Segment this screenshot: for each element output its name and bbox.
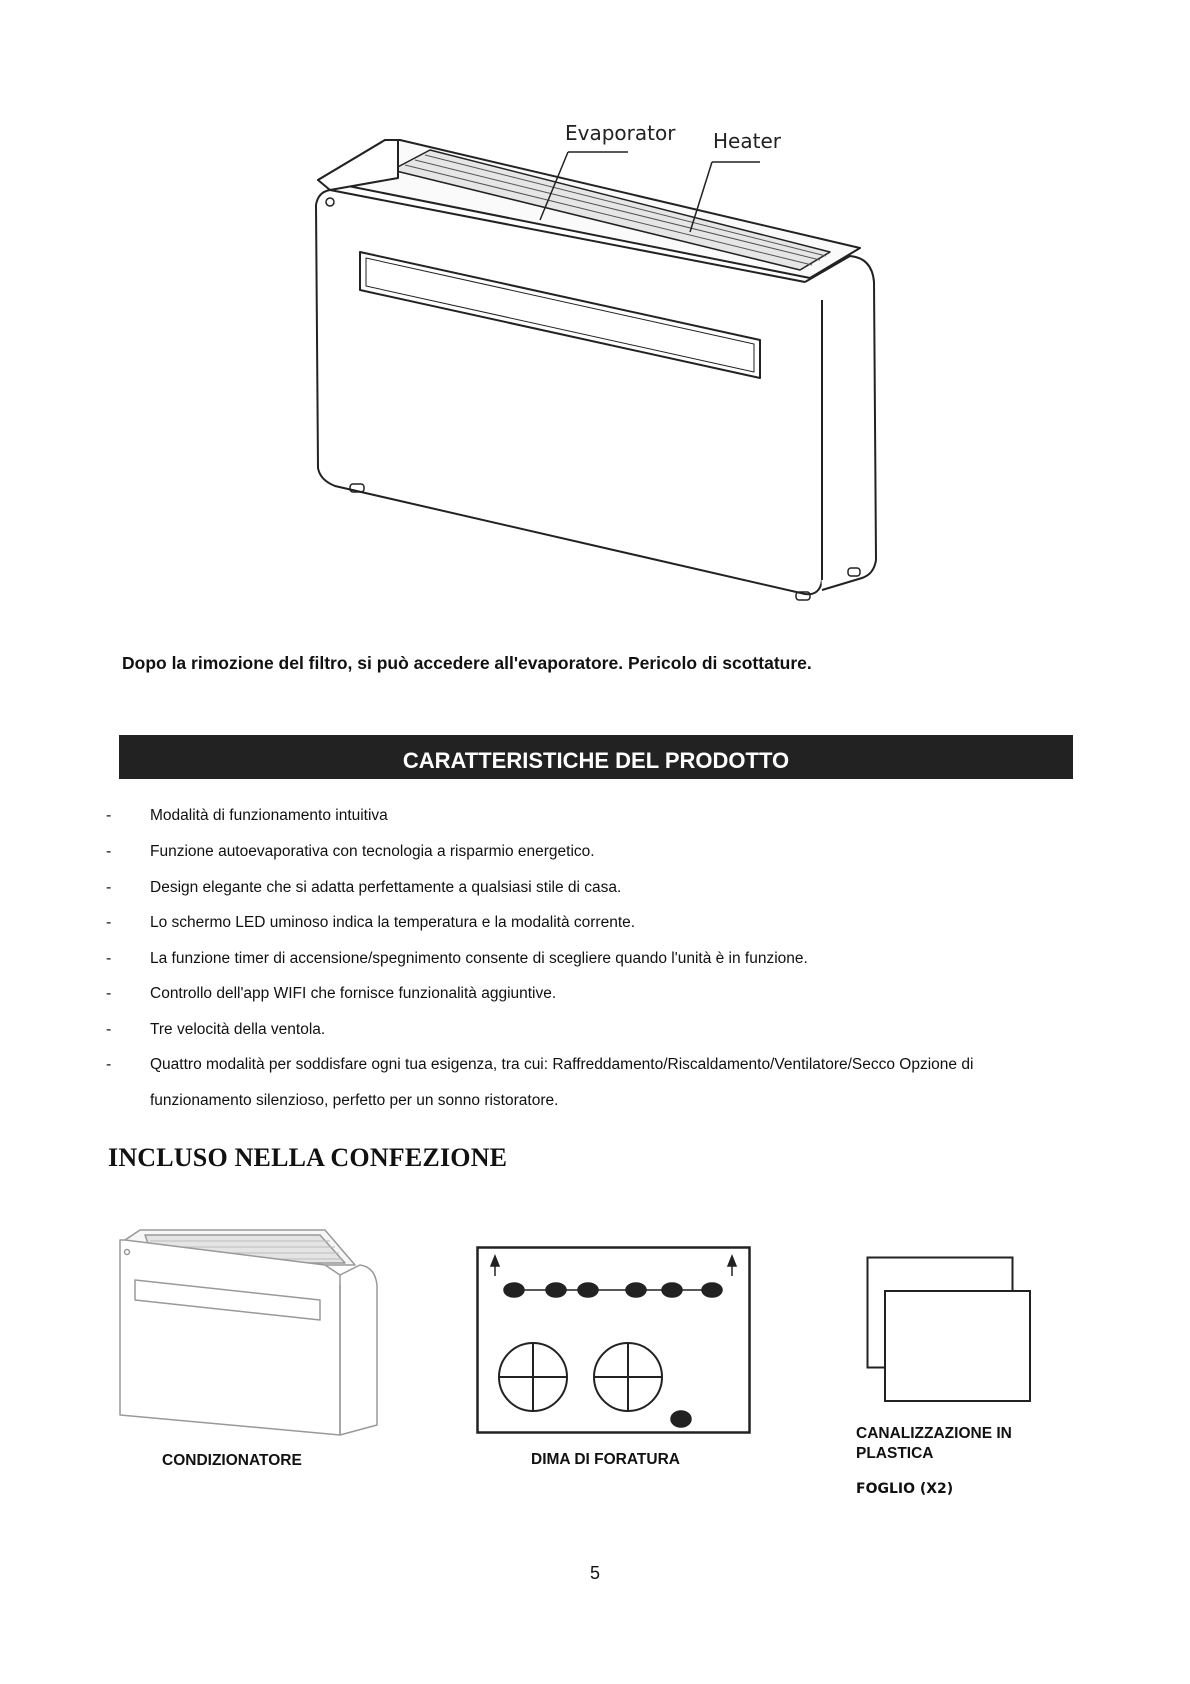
package-item-sheet-caption: FOGLIO (X2) xyxy=(856,1481,954,1497)
features-banner: CARATTERISTICHE DEL PRODOTTO xyxy=(119,735,1073,779)
bullet-dash: - xyxy=(106,1021,112,1038)
drilling-template-illustration xyxy=(476,1246,752,1436)
plastic-sheets-illustration xyxy=(866,1256,1032,1406)
bullet-dash: - xyxy=(106,950,112,967)
bullet-dash: - xyxy=(106,879,112,896)
bullet-dash: - xyxy=(106,843,112,860)
package-item-unit-caption: CONDIZIONATORE xyxy=(162,1452,302,1469)
small-unit-illustration xyxy=(115,1225,385,1445)
bullet-dash: - xyxy=(106,914,112,931)
burn-warning: Dopo la rimozione del filtro, si può accedere all'evaporatore. Pericolo di scottature. xyxy=(122,653,812,673)
evaporator-label: Evaporator xyxy=(565,121,676,145)
bullet-dash: - xyxy=(106,807,112,824)
bullet-dash: - xyxy=(106,1056,112,1073)
air-conditioner-illustration xyxy=(0,0,1190,640)
bullet-dash: - xyxy=(106,985,112,1002)
heater-label: Heater xyxy=(713,129,781,153)
package-item-template-caption: DIMA DI FORATURA xyxy=(531,1451,680,1468)
package-title: INCLUSO NELLA CONFEZIONE xyxy=(108,1143,508,1172)
package-item-ducting-caption: CANALIZZAZIONE IN PLASTICA xyxy=(856,1425,1012,1462)
page-number: 5 xyxy=(589,1563,600,1583)
